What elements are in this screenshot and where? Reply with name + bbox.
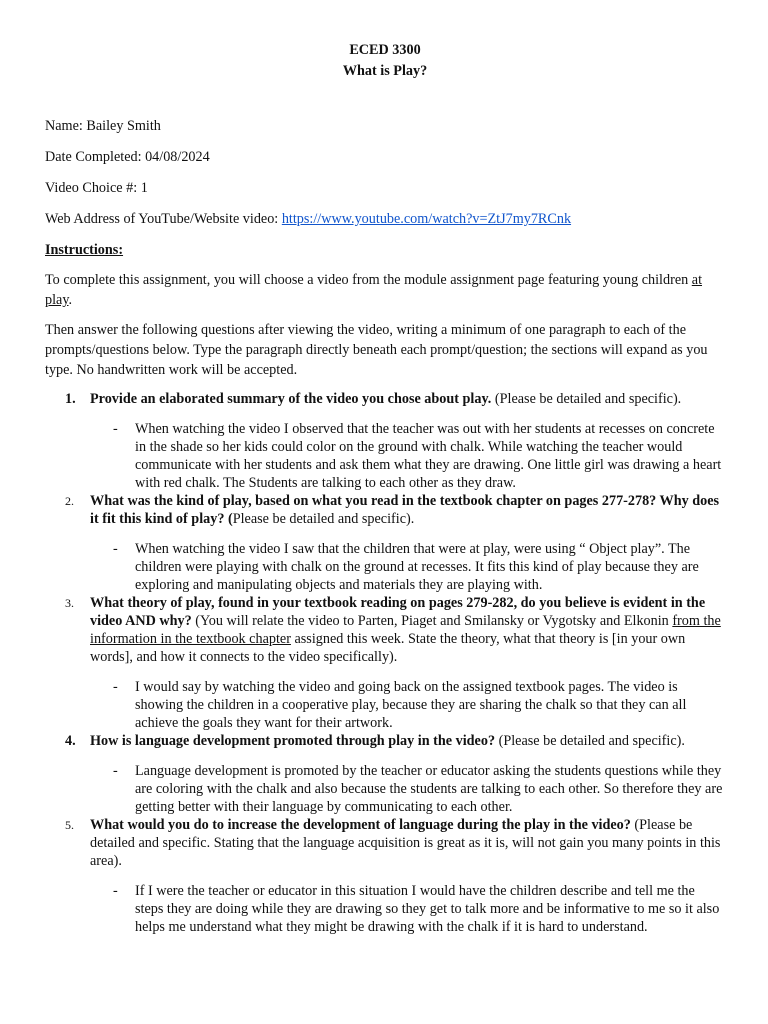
instructions-paragraph-2: Then answer the following questions after viewing the video, writing a minimum of one paragraph to each of the prompts/questions below. Type the paragraph directly beneath each prompt/question; the sections will expand as you type. No handwritten work will be accepted.	[45, 322, 708, 378]
question-prompt: What was the kind of play, based on what you read in the textbook chapter on pages 277-278? Why does it fit this kind of play? (	[90, 493, 720, 527]
bullet-dash: -	[113, 883, 118, 899]
web-address-field	[45, 209, 725, 229]
question-prompt: What would you do to increase the development of language during the play in the video?	[90, 817, 631, 833]
question-number: 2.	[65, 494, 74, 508]
video-choice-label: Video Choice #:	[45, 180, 138, 196]
bullet-dash: -	[113, 421, 118, 437]
answer-2	[45, 540, 725, 594]
video-choice-value: 1	[140, 180, 148, 196]
student-info	[45, 116, 725, 229]
instructions-paragraph-1	[45, 270, 725, 310]
document-header	[45, 40, 725, 82]
bullet-dash: -	[113, 763, 118, 779]
question-5	[45, 816, 725, 870]
at-play-underlined: at play	[45, 272, 703, 308]
textbook-chapter-underlined: from the information in the textbook chapter	[90, 613, 721, 647]
question-note-end: assigned this week. State the theory, what that theory is [in your own words], and how it connects to the video specifically).	[90, 631, 686, 665]
date-field	[45, 147, 725, 167]
web-address-label: Web Address of YouTube/Website video:	[45, 211, 279, 227]
name-field	[45, 116, 725, 136]
answer-text: Language development is promoted by the teacher or educator asking the students questions while they are coloring with the chalk and also because the students are talking to each other. So therefore they are getting better with their language by communicating to each other.	[135, 763, 723, 815]
question-number: 5.	[65, 818, 74, 832]
question-number: 1.	[65, 391, 76, 407]
answer-4	[45, 762, 725, 816]
instructions-period: .	[68, 292, 73, 308]
answer-5	[45, 882, 725, 936]
video-link[interactable]: https://www.youtube.com/watch?v=ZtJ7my7RCnk	[281, 211, 572, 227]
answer-1	[45, 420, 725, 492]
question-prompt: Provide an elaborated summary of the video you chose about play.	[90, 391, 492, 407]
question-2	[45, 492, 725, 528]
answer-3	[45, 678, 725, 732]
question-number: 4.	[65, 733, 76, 749]
answer-text: When watching the video I saw that the children that were at play, were using “ Object play”. The children were playing with chalk on the ground at recesses. It fits this kind of play because they are exploring and manipulating objects and materials they are playing with.	[135, 541, 699, 593]
question-note: (Please be detailed and specific).	[491, 391, 682, 407]
question-prompt: What theory of play, found in your textbook reading on pages 279-282, do you believe is evident in the video AND why?	[90, 595, 706, 629]
document-page	[45, 40, 725, 936]
name-label: Name:	[45, 118, 83, 134]
instructions-text: To complete this assignment, you will choose a video from the module assignment page featuring young children	[45, 272, 692, 288]
question-prompt: How is language development promoted through play in the video?	[90, 733, 496, 749]
date-value: 04/08/2024	[145, 149, 210, 165]
name-value: Bailey Smith	[86, 118, 161, 134]
bullet-dash: -	[113, 541, 118, 557]
answer-text: When watching the video I observed that the teacher was out with her students at recesses on concrete in the shade so her kids could color on the ground with chalk. While watching the teacher would communicate with her students and ask them what they are drawing. One little girl was drawing a heart with red chalk. The Students are talking to each other as they draw.	[135, 421, 722, 491]
assignment-title: What is Play?	[342, 63, 428, 79]
instructions-heading: Instructions:	[45, 242, 124, 258]
date-label: Date Completed:	[45, 149, 142, 165]
question-number: 3.	[65, 596, 74, 610]
video-choice-field	[45, 178, 725, 198]
answer-text: I would say by watching the video and going back on the assigned textbook pages. The video is showing the children in a cooperative play, because they are sharing the chalk so that they can all achieve the goals they want for their artwork.	[135, 679, 687, 731]
question-3	[45, 594, 725, 666]
question-note: (You will relate the video to Parten, Piaget and Smilansky or Vygotsky and Elkonin	[191, 613, 673, 629]
question-1	[45, 390, 725, 408]
question-note: Please be detailed and specific).	[232, 511, 415, 527]
question-4	[45, 732, 725, 750]
course-code: ECED 3300	[349, 42, 421, 58]
question-note: (Please be detailed and specific).	[495, 733, 685, 749]
answer-text: If I were the teacher or educator in this situation I would have the children describe and tell me the steps they are doing while they are drawing so they get to talk more and be informative to me so it also helps me understand what they might be drawing with the chalk if it is hard to understand.	[135, 883, 720, 935]
bullet-dash: -	[113, 679, 118, 695]
question-note: (Please be detailed and specific. Stating that the language acquisition is great as it is, will not gain you many points in this area).	[90, 817, 721, 869]
